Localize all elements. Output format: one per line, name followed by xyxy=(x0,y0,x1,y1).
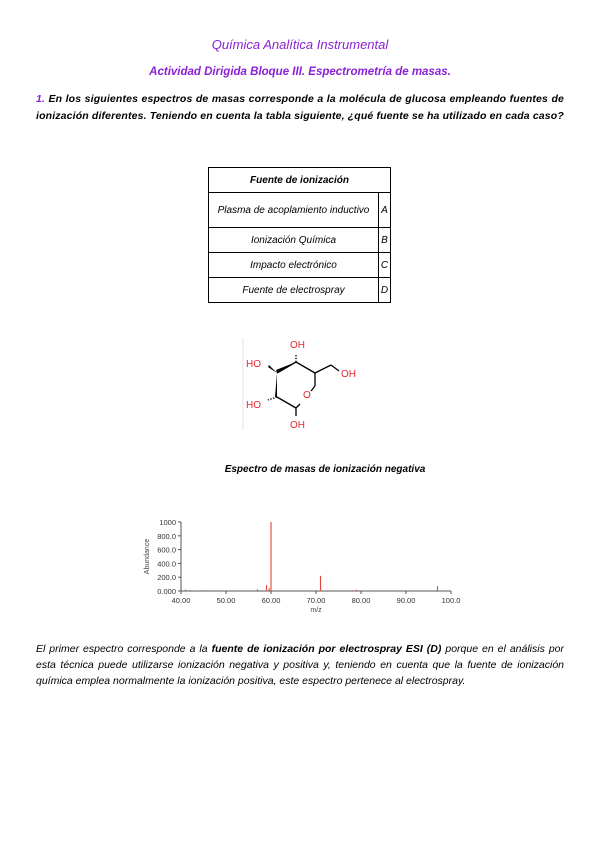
y-axis-label: Abundance xyxy=(144,538,151,575)
table-row xyxy=(209,253,391,278)
activity-subtitle: Actividad Dirigida Bloque III. Espectrometría de masas. xyxy=(149,66,451,78)
answer-paragraph xyxy=(36,641,564,689)
answer-intro: El primer espectro corresponde a la xyxy=(36,643,212,655)
table-row xyxy=(209,278,391,303)
y-tick-label: 600.0 xyxy=(157,545,176,555)
question-paragraph xyxy=(36,91,564,124)
table-header: Fuente de ionización xyxy=(209,168,391,193)
x-tick-label: 80.00 xyxy=(351,596,371,605)
source-code: D xyxy=(379,278,391,303)
source-code: B xyxy=(379,228,391,253)
x-tick-label: 60.00 xyxy=(261,596,281,605)
question-text: En los siguientes espectros de masas corresponde a la molécula de glucosa empleando fuentes de ionización diferentes. Teniendo en cuenta la tabla siguiente, ¿qué fuente se ha utilizado en cada caso? xyxy=(36,93,564,122)
x-tick-label: 40.00 xyxy=(171,596,191,605)
hydroxyl-label: OH xyxy=(290,340,305,351)
answer-rest: porque en el análisis por esta técnica puede utilizarse ionización negativa y positiva y, teniendo en cuenta que la fuente de ionización química emplea normalmente la ionización positiva, este espectro pertenece al electrospray. xyxy=(36,643,564,687)
question-number: 1. xyxy=(36,93,46,105)
y-tick-label: 200.0 xyxy=(157,573,176,583)
source-label: Impacto electrónico xyxy=(209,253,379,278)
x-tick-label: 100.0 xyxy=(441,596,461,605)
x-tick-label: 90.00 xyxy=(396,596,416,605)
hydroxyl-label: OH xyxy=(290,420,305,431)
y-tick-label: 800.0 xyxy=(157,531,176,541)
x-tick-label: 70.00 xyxy=(306,596,326,605)
y-tick-label: 0.000 xyxy=(157,587,176,596)
mass-spectrum-chart xyxy=(136,514,466,614)
hydroxyl-label: HO xyxy=(246,359,261,370)
answer-highlight: fuente de ionización por electrospray ESI (D) xyxy=(211,643,442,655)
x-axis-label: m/z xyxy=(310,607,322,614)
ring-oxygen-label: O xyxy=(303,390,311,401)
source-code: C xyxy=(379,253,391,278)
source-code: A xyxy=(379,193,391,228)
table-row xyxy=(209,228,391,253)
source-label: Ionización Química xyxy=(209,228,379,253)
hydroxyl-label: OH xyxy=(341,369,356,380)
y-tick-label: 400.0 xyxy=(157,559,176,569)
glucose-structure xyxy=(240,336,370,436)
source-label: Fuente de electrospray xyxy=(209,278,379,303)
ionization-source-table xyxy=(208,167,391,303)
page-title: Química Analítica Instrumental xyxy=(211,37,389,52)
spectrum-heading: Espectro de masas de ionización negativa xyxy=(224,464,426,475)
table-row xyxy=(209,193,391,228)
hydroxyl-label: HO xyxy=(246,400,261,411)
y-tick-label: 1000 xyxy=(159,518,176,527)
source-label: Plasma de acoplamiento inductivo xyxy=(209,193,379,228)
x-tick-label: 50.00 xyxy=(216,596,236,605)
